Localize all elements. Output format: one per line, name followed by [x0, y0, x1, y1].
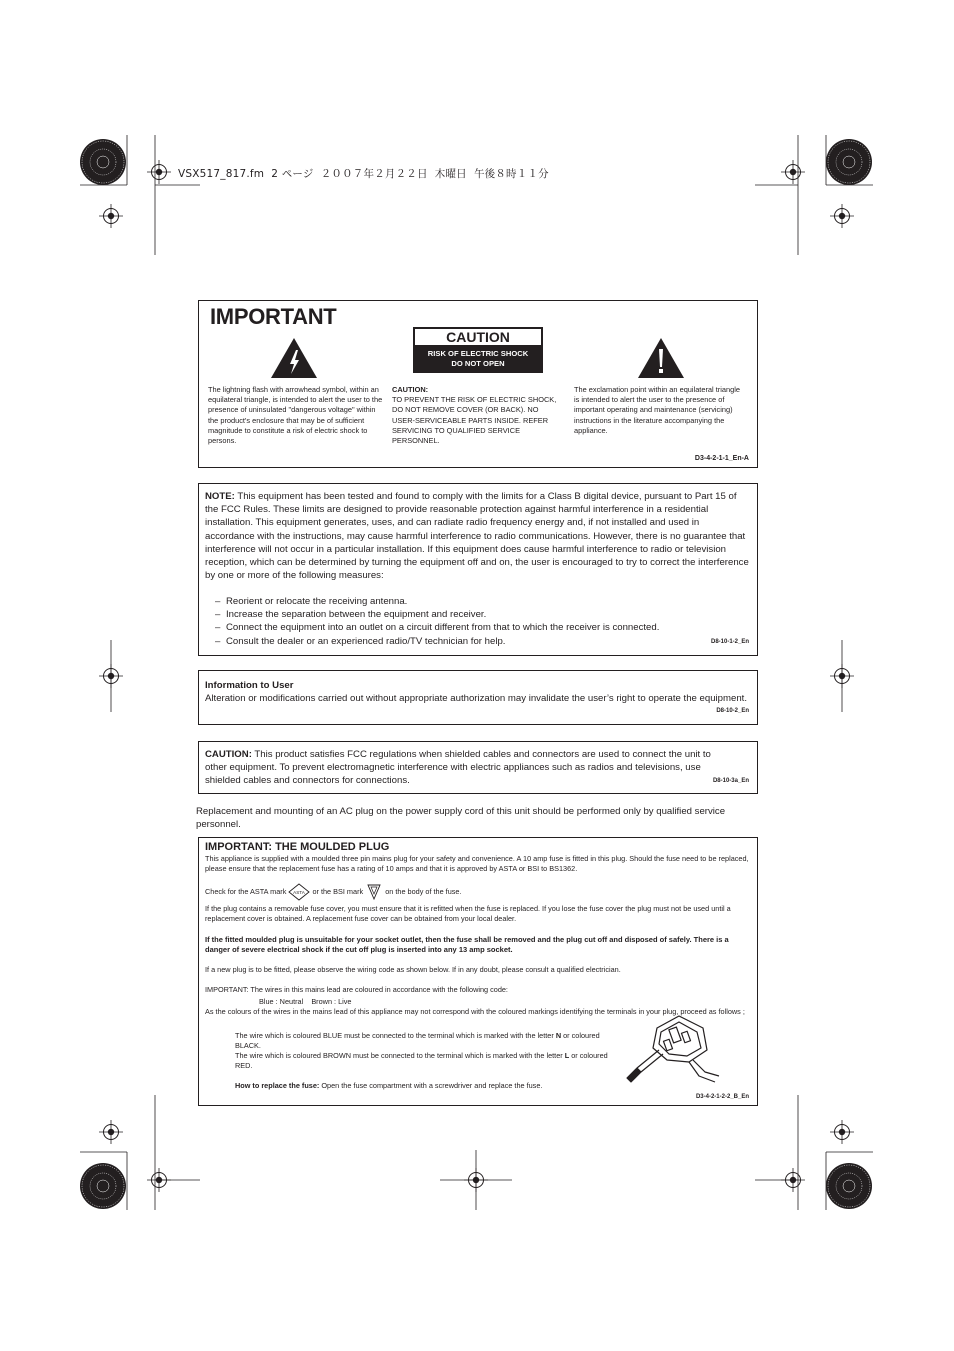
asta-text-c: on the body of the fuse. — [385, 886, 462, 896]
caution-code: D8-10-3a_En — [712, 778, 749, 784]
plug-p7: As the colours of the wires in the mains lead of this appliance may not correspond with the coloured markings identifying the terminals in your plug, proceed as follows ; — [205, 1007, 745, 1016]
note-paragraph — [205, 490, 750, 582]
caution-label-title: CAUTION — [415, 329, 541, 345]
list-item: – Increase the separation between the equipment and receiver. — [205, 608, 750, 621]
bsi-kitemark-icon — [365, 883, 383, 901]
p9-letter-l: L — [564, 1051, 570, 1060]
p8-text-a: The wire which is coloured BLUE must be connected to the terminal which is marked with the letter — [235, 1031, 556, 1040]
list-item: – Reorient or relocate the receiving antenna. — [205, 595, 750, 608]
important-box — [198, 300, 758, 468]
exclamation-explanation: The exclamation point within an equilateral triangle is intended to alert the user to the presence of important operating and maintenance (servicing) instructions in the literature accompanying the appliance. — [574, 385, 740, 435]
asta-text-a: Check for the ASTA mark — [205, 886, 287, 896]
lightning-explanation: The lightning flash with arrowhead symbol, within an equilateral triangle, is intended to alert the user to the presence of uninsulated "dangerous voltage" within the product's enclosure that may be of sufficient magnitude to constitute a risk of electric shock to persons. — [208, 385, 383, 446]
info-code: D8-10-2_En — [716, 708, 749, 714]
list-item: – Consult the dealer or an experienced radio/TV technician for help. — [205, 635, 750, 648]
replacement-text: Replacement and mounting of an AC plug on the power supply cord of this unit should be performed only by qualified service personnel. — [196, 806, 726, 831]
fuse-howto-text: Open the fuse compartment with a screwdriver and replace the fuse. — [319, 1081, 543, 1090]
caution-label-sub2: DO NOT OPEN — [451, 359, 505, 368]
plug-p9 — [235, 1051, 615, 1071]
caution-label-panel — [413, 327, 543, 373]
p8-text-c: or coloured BLACK. — [235, 1031, 600, 1050]
lightning-warning-icon — [269, 336, 319, 380]
asta-text-b: or the BSI mark — [312, 886, 364, 896]
fcc-caution-box — [198, 741, 758, 794]
exclamation-warning-icon — [636, 336, 686, 380]
p9-text-c: or coloured RED. — [235, 1051, 608, 1070]
plug-heading: IMPORTANT: THE MOULDED PLUG — [205, 841, 390, 853]
plug-p3: If the plug contains a removable fuse cover, you must ensure that it is refitted when the fuse is replaced. If you lose the fuse cover the plug must not be used until a replacement cover is obtained. A replacement fuse cover can be obtained from your local dealer. — [205, 904, 731, 923]
fcc-note-box — [198, 483, 758, 656]
plug-p1: This appliance is supplied with a moulded three pin mains plug for your safety and convenience. A 10 amp fuse is fitted in this plug. Should the fuse need to be replaced, please ensure that the replacement fuse has a rating of 10 amps and that it is approved by ASTA or BSI to BS1362. — [205, 854, 749, 873]
center-caution-heading: CAUTION: — [392, 385, 429, 394]
caution-label-sub1: RISK OF ELECTRIC SHOCK — [427, 349, 529, 358]
note-label: NOTE: — [205, 491, 235, 502]
plug-p4-warning: If the fitted moulded plug is unsuitable for your socket outlet, then the fuse shall be removed and the plug cut off and disposed of safely. There is a danger of severe electrical shock if the cut off plug is inserted into any 13 amp socket. — [205, 935, 729, 954]
plug-p8 — [235, 1031, 615, 1051]
important-code: D3-4-2-1-1_En-A — [694, 455, 749, 462]
plug-p5: If a new plug is to be fitted, please observe the wiring code as shown below. If in any doubt, please consult a qualified electrician. — [205, 965, 621, 974]
asta-mark-icon — [288, 883, 310, 901]
asta-mark-text: ASTA — [293, 890, 306, 895]
p8-letter-n: N — [555, 1031, 562, 1040]
file-info-line: VSX517_817.fm 2 ページ ２００７年２月２２日 木曜日 午後８時１１分 — [178, 168, 549, 180]
important-title: IMPORTANT — [210, 304, 337, 329]
note-measures-list — [205, 595, 750, 648]
center-caution-text — [392, 385, 562, 446]
fuse-howto-label: How to replace the fuse: — [235, 1081, 320, 1090]
plug-code: D3-4-2-1-2-2_B_En — [695, 1094, 749, 1100]
plug-p6: IMPORTANT: The wires in this mains lead are coloured in accordance with the following code: — [205, 985, 508, 994]
info-text: Alteration or modifications carried out without appropriate authorization may invalidate the user’s right to operate the equipment. — [205, 693, 748, 704]
plug-screwdriver-illustration — [619, 1010, 729, 1092]
note-code: D8-10-1-2_En — [710, 639, 749, 645]
note-text: This equipment has been tested and found to comply with the limits for a Class B digital device, pursuant to Part 15 of the FCC Rules. These limits are designed to provide reasonable protection against harmful interference in a residential installation. This equipment generates, uses, and can radiate radio frequency energy and, if not installed and used in accordance with the instructions, may cause harmful interference to radio communications. However, there is no guarantee that interference will not occur in a particular installation. If this equipment does cause harmful interference to radio or television reception, which can be determined by turning the equipment off and on, the user is encouraged to try to correct the interference by one or more of the following measures: — [205, 491, 749, 582]
info-to-user-box — [198, 670, 758, 725]
center-caution-body: TO PREVENT THE RISK OF ELECTRIC SHOCK, DO NOT REMOVE COVER (OR BACK). NO USER-SERVICEABLE PARTS INSIDE. REFER SERVICING TO QUALIFIED SERVICE PERSONNEL. — [392, 395, 557, 446]
plug-p6-colours: Blue : Neutral Brown : Live — [259, 997, 352, 1006]
moulded-plug-box — [198, 837, 758, 1106]
caution-paragraph — [205, 748, 735, 788]
plug-p10 — [235, 1081, 635, 1091]
list-item: – Connect the equipment into an outlet on a circuit different from that to which the receiver is connected. — [205, 621, 750, 634]
asta-bsi-line — [205, 883, 753, 903]
p9-text-a: The wire which is coloured BROWN must be connected to the terminal which is marked with the letter — [235, 1051, 565, 1060]
info-heading: Information to User — [205, 680, 294, 691]
caution-label: CAUTION: — [205, 749, 252, 760]
caution-text: This product satisfies FCC regulations when shielded cables and connectors are used to connect the unit to other equipment. To prevent electromagnetic interference with electric appliances such as radios and televisions, use shielded cables and connectors for connections. — [205, 749, 711, 787]
